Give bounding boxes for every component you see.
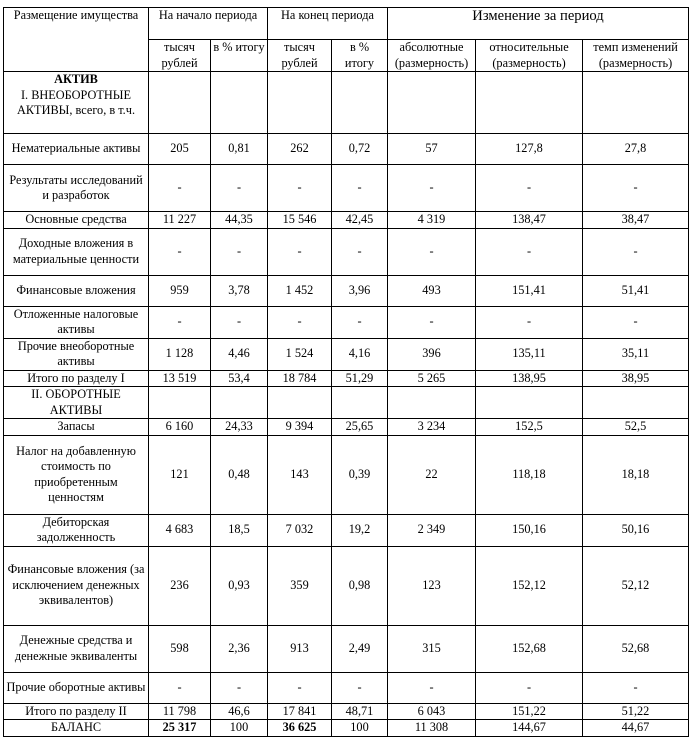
- row-label: Дебиторская задолженность: [4, 514, 149, 546]
- cell-start-thousands: 1 128: [149, 338, 211, 370]
- cell-start-pct: 18,5: [211, 514, 268, 546]
- cell-end-pct: -: [332, 672, 388, 703]
- row-label: Доходные вложения в материальные ценности: [4, 228, 149, 275]
- cell-change-abs: 11 308: [388, 720, 476, 737]
- cell-change-abs: 6 043: [388, 703, 476, 720]
- cell-end-thousands: 1 452: [268, 275, 332, 306]
- cell-start-thousands: 121: [149, 435, 211, 514]
- cell-start-pct: 0,48: [211, 435, 268, 514]
- cell-change-rel: -: [476, 306, 583, 338]
- cell-change-rate: 38,95: [583, 370, 689, 387]
- cell-start-pct: 100: [211, 720, 268, 737]
- cell-end-thousands: 36 625: [268, 720, 332, 737]
- cell-change-rate: 27,8: [583, 134, 689, 165]
- cell-change-rate: 35,11: [583, 338, 689, 370]
- cell-change-abs: 2 349: [388, 514, 476, 546]
- cell-start-pct: 24,33: [211, 419, 268, 436]
- cell-start-pct: 4,46: [211, 338, 268, 370]
- cell-end-thousands: 1 524: [268, 338, 332, 370]
- cell-start-pct: 46,6: [211, 703, 268, 720]
- cell-start-thousands: 236: [149, 546, 211, 625]
- cell-change-rate: 51,41: [583, 275, 689, 306]
- cell-end-thousands: -: [268, 165, 332, 212]
- table-row: [4, 672, 689, 703]
- cell-end-pct: -: [332, 165, 388, 212]
- cell-change-rel: 152,12: [476, 546, 583, 625]
- row-label: Налог на добавленную стоимость по приобретенным ценностям: [4, 435, 149, 514]
- header-end-period: На конец периода: [268, 8, 388, 40]
- header-start-period: На начало периода: [149, 8, 268, 40]
- header-change: Изменение за период: [388, 8, 689, 40]
- cell-start-thousands: 598: [149, 625, 211, 672]
- cell-end-pct: 0,98: [332, 546, 388, 625]
- current-title: II. ОБОРОТНЫЕ АКТИВЫ: [4, 387, 149, 419]
- cell-end-pct: 100: [332, 720, 388, 737]
- cell-change-rel: -: [476, 228, 583, 275]
- header-end-thousands: тысяч рублей: [268, 40, 332, 72]
- cell-start-pct: 53,4: [211, 370, 268, 387]
- cell-start-thousands: 6 160: [149, 419, 211, 436]
- cell-change-rate: 52,68: [583, 625, 689, 672]
- cell-end-thousands: -: [268, 672, 332, 703]
- table-row: [4, 338, 689, 370]
- cell-start-thousands: 11 227: [149, 212, 211, 229]
- header-abs: абсолютные (размерность): [388, 40, 476, 72]
- cell-change-abs: 123: [388, 546, 476, 625]
- row-label: Запасы: [4, 419, 149, 436]
- cell-start-pct: -: [211, 306, 268, 338]
- row-label: Результаты исследований и разработок: [4, 165, 149, 212]
- cell-end-thousands: 262: [268, 134, 332, 165]
- cell-change-rate: 44,67: [583, 720, 689, 737]
- table-row: [4, 212, 689, 229]
- header-start-thousands: тысяч рублей: [149, 40, 211, 72]
- cell-change-rate: -: [583, 306, 689, 338]
- cell-start-thousands: 4 683: [149, 514, 211, 546]
- row-label: БАЛАНС: [4, 720, 149, 737]
- table-row: [4, 419, 689, 436]
- cell-end-thousands: 913: [268, 625, 332, 672]
- table-row: [4, 370, 689, 387]
- cell-end-thousands: -: [268, 228, 332, 275]
- cell-change-rate: 52,5: [583, 419, 689, 436]
- table-row: [4, 703, 689, 720]
- table-row: [4, 514, 689, 546]
- table-row: [4, 625, 689, 672]
- cell-change-rel: 127,8: [476, 134, 583, 165]
- row-label: Отложенные налоговые активы: [4, 306, 149, 338]
- cell-change-rate: -: [583, 672, 689, 703]
- table-row: [4, 546, 689, 625]
- row-label: Прочие внеоборотные активы: [4, 338, 149, 370]
- cell-end-pct: -: [332, 306, 388, 338]
- table-row: [4, 720, 689, 737]
- cell-change-rate: 38,47: [583, 212, 689, 229]
- cell-change-rate: 50,16: [583, 514, 689, 546]
- cell-change-rel: 151,41: [476, 275, 583, 306]
- row-label: Основные средства: [4, 212, 149, 229]
- cell-change-abs: 22: [388, 435, 476, 514]
- table-row: [4, 435, 689, 514]
- noncurrent-title: I. ВНЕОБОРОТНЫЕ АКТИВЫ, всего, в т.ч.: [16, 87, 136, 117]
- cell-change-rel: 135,11: [476, 338, 583, 370]
- header-placement: Размещение имущества: [4, 8, 149, 72]
- cell-change-rate: 52,12: [583, 546, 689, 625]
- cell-change-rel: 138,95: [476, 370, 583, 387]
- header-start-pct: в % итогу: [211, 40, 268, 72]
- cell-end-thousands: 18 784: [268, 370, 332, 387]
- cell-change-abs: 5 265: [388, 370, 476, 387]
- cell-end-thousands: 9 394: [268, 419, 332, 436]
- cell-start-pct: 44,35: [211, 212, 268, 229]
- cell-end-pct: 3,96: [332, 275, 388, 306]
- cell-change-abs: 396: [388, 338, 476, 370]
- header-end-pct: в % итогу: [332, 40, 388, 72]
- table-row: [4, 306, 689, 338]
- cell-start-thousands: 205: [149, 134, 211, 165]
- row-label: Итого по разделу I: [4, 370, 149, 387]
- header-rel: относительные (размерность): [476, 40, 583, 72]
- cell-change-rel: 138,47: [476, 212, 583, 229]
- assets-title: АКТИВ: [54, 72, 98, 86]
- cell-end-pct: 42,45: [332, 212, 388, 229]
- cell-change-abs: 4 319: [388, 212, 476, 229]
- cell-start-pct: -: [211, 228, 268, 275]
- cell-change-rel: -: [476, 165, 583, 212]
- cell-start-thousands: 11 798: [149, 703, 211, 720]
- cell-change-abs: -: [388, 672, 476, 703]
- section-row-current: [4, 387, 689, 419]
- row-label: Итого по разделу II: [4, 703, 149, 720]
- cell-start-pct: -: [211, 165, 268, 212]
- cell-start-pct: 3,78: [211, 275, 268, 306]
- cell-change-rel: 118,18: [476, 435, 583, 514]
- cell-change-rate: -: [583, 228, 689, 275]
- cell-change-abs: -: [388, 228, 476, 275]
- cell-end-thousands: 17 841: [268, 703, 332, 720]
- section-row-noncurrent: [4, 72, 689, 134]
- cell-start-thousands: 959: [149, 275, 211, 306]
- cell-start-pct: -: [211, 672, 268, 703]
- cell-change-abs: 3 234: [388, 419, 476, 436]
- cell-change-abs: -: [388, 165, 476, 212]
- table-row: [4, 228, 689, 275]
- cell-end-thousands: 359: [268, 546, 332, 625]
- cell-start-thousands: -: [149, 306, 211, 338]
- cell-end-thousands: -: [268, 306, 332, 338]
- cell-change-rel: 152,68: [476, 625, 583, 672]
- table-row: [4, 275, 689, 306]
- cell-end-pct: 25,65: [332, 419, 388, 436]
- cell-change-abs: 315: [388, 625, 476, 672]
- cell-change-abs: -: [388, 306, 476, 338]
- cell-start-pct: 2,36: [211, 625, 268, 672]
- cell-start-pct: 0,93: [211, 546, 268, 625]
- cell-end-pct: 48,71: [332, 703, 388, 720]
- cell-change-rel: 144,67: [476, 720, 583, 737]
- cell-end-thousands: 15 546: [268, 212, 332, 229]
- row-label: Финансовые вложения: [4, 275, 149, 306]
- cell-end-pct: 4,16: [332, 338, 388, 370]
- cell-change-rate: 51,22: [583, 703, 689, 720]
- header-rate: темп изменений (размерность): [583, 40, 689, 72]
- cell-end-pct: 0,39: [332, 435, 388, 514]
- row-label: Прочие оборотные активы: [4, 672, 149, 703]
- cell-end-pct: -: [332, 228, 388, 275]
- cell-start-thousands: -: [149, 228, 211, 275]
- cell-start-thousands: 25 317: [149, 720, 211, 737]
- document-page: [3, 7, 689, 737]
- row-label: Денежные средства и денежные эквиваленты: [4, 625, 149, 672]
- row-label: Нематериальные активы: [4, 134, 149, 165]
- asset-placement-table: [3, 7, 689, 737]
- cell-change-rate: 18,18: [583, 435, 689, 514]
- cell-end-pct: 2,49: [332, 625, 388, 672]
- cell-end-pct: 19,2: [332, 514, 388, 546]
- cell-start-thousands: 13 519: [149, 370, 211, 387]
- cell-change-rel: 152,5: [476, 419, 583, 436]
- cell-end-thousands: 143: [268, 435, 332, 514]
- cell-start-pct: 0,81: [211, 134, 268, 165]
- cell-change-rel: -: [476, 672, 583, 703]
- cell-end-pct: 51,29: [332, 370, 388, 387]
- cell-end-thousands: 7 032: [268, 514, 332, 546]
- cell-change-rel: 150,16: [476, 514, 583, 546]
- cell-start-thousands: -: [149, 672, 211, 703]
- section-title-noncurrent: [4, 72, 149, 134]
- cell-change-abs: 493: [388, 275, 476, 306]
- cell-change-rel: 151,22: [476, 703, 583, 720]
- row-label: Финансовые вложения (за исключением денежных эквивалентов): [4, 546, 149, 625]
- table-row: [4, 165, 689, 212]
- cell-end-pct: 0,72: [332, 134, 388, 165]
- table-row: [4, 134, 689, 165]
- cell-change-rate: -: [583, 165, 689, 212]
- cell-start-thousands: -: [149, 165, 211, 212]
- cell-change-abs: 57: [388, 134, 476, 165]
